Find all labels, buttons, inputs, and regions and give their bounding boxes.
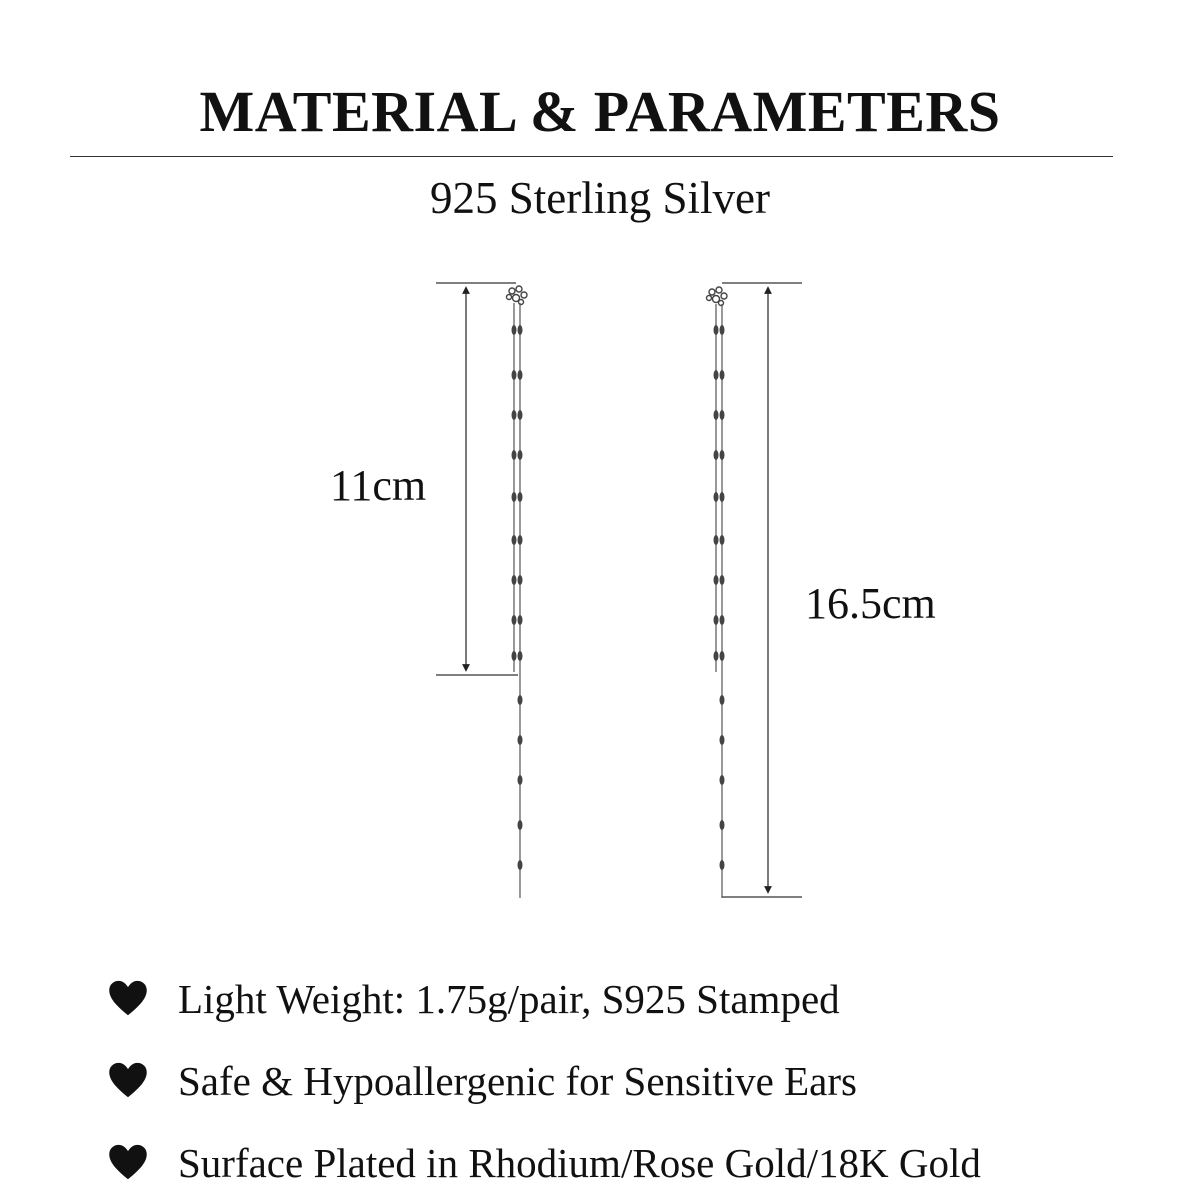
stud-icon (507, 286, 528, 305)
heart-icon (108, 979, 148, 1019)
feature-text: Safe & Hypoallergenic for Sensitive Ears (178, 1057, 857, 1104)
heart-icon (108, 1143, 148, 1183)
page-title: MATERIAL & PARAMETERS (199, 79, 1001, 144)
stud-icon (707, 287, 728, 306)
long-length-label: 16.5cm (805, 579, 936, 628)
left-earring (507, 286, 528, 898)
feature-text: Surface Plated in Rhodium/Rose Gold/18K Gold (178, 1139, 981, 1186)
list-item (108, 1040, 981, 1122)
list-item (108, 958, 981, 1040)
right-earring (707, 287, 728, 898)
material-subtitle: 925 Sterling Silver (430, 173, 770, 223)
list-item (108, 1122, 981, 1204)
feature-list (108, 958, 981, 1204)
heart-icon (108, 1061, 148, 1101)
long-dimension-guide (722, 283, 802, 897)
short-length-label: 11cm (330, 461, 427, 510)
feature-text: Light Weight: 1.75g/pair, S925 Stamped (178, 975, 840, 1022)
short-dimension-guide (436, 283, 518, 675)
